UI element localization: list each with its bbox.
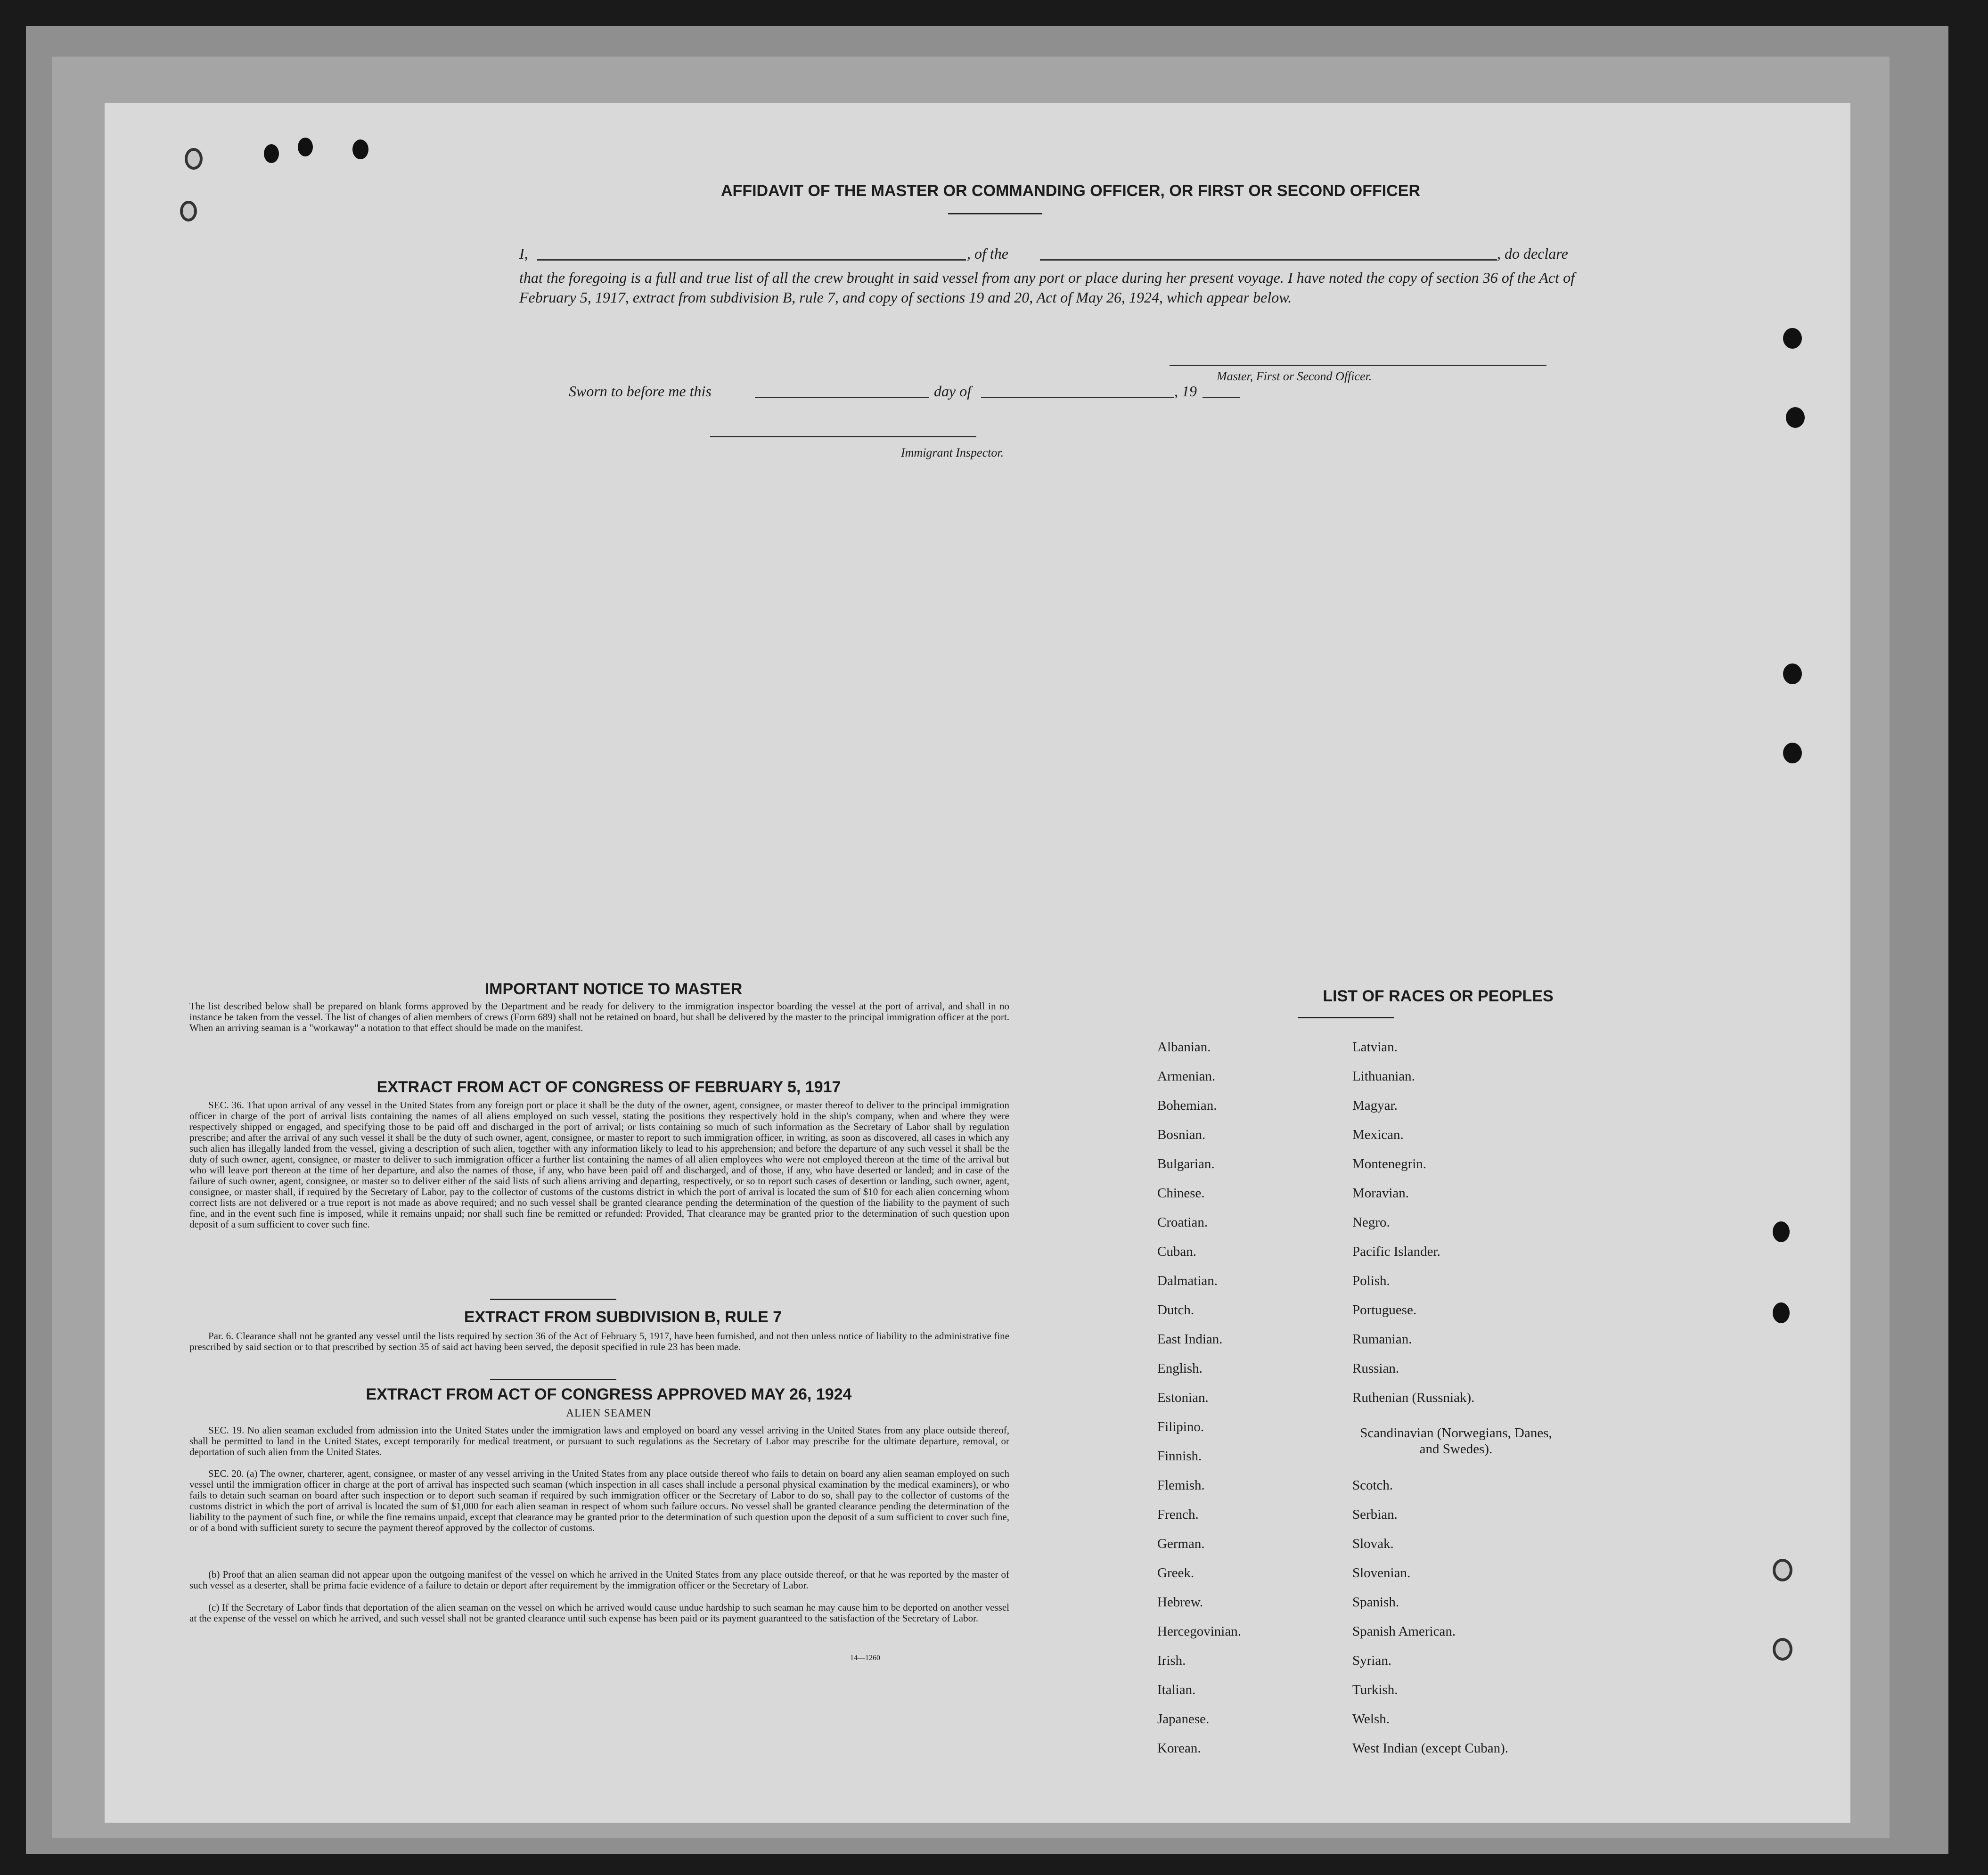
race-item: Scandinavian (Norwegians, Danes, and Swedes). — [1360, 1425, 1552, 1457]
sworn-year-line — [1203, 397, 1240, 398]
race-item: Albanian. — [1157, 1040, 1211, 1055]
affidavit-line1-i: I, — [519, 245, 528, 262]
race-item: Mexican. — [1352, 1127, 1404, 1142]
races-title-rule — [1298, 1017, 1394, 1018]
race-item: Italian. — [1157, 1682, 1196, 1697]
races-title: LIST OF RACES OR PEOPLES — [1323, 987, 1554, 1005]
extract-1924-sec20a: SEC. 20. (a) The owner, charterer, agent, consignee, or master of any vessel arriving in the United States from any place outside thereof who fails to detain on board any alien seaman employed on such vessel until the immigration officer in charge at the port of arrival has inspected such seaman (which inspection in all cases shall include a personal physical examination by the medical examiners), or who fails to detain such seaman on board after such inspection or to deport such seaman if required by such immigration officer or the Secretary of Labor to do so, shall pay to the collector of customs of the customs district in which the port of arrival is located the sum of $1,000 for each alien seaman in respect of whom such failure occurs. No vessel shall be granted clearance pending the determination of the liability to the payment of such fine, or while the fine remains unpaid, except that clearance may be granted prior to the determination of such question upon the deposit of a sum sufficient to cover such fine, or of a bond with sufficient surety to secure the payment thereof approved by the collector of customs. — [189, 1468, 1009, 1533]
extract-rule7-title: EXTRACT FROM SUBDIVISION B, RULE 7 — [464, 1308, 782, 1326]
sworn-day-line — [755, 397, 929, 398]
race-item: Moravian. — [1352, 1186, 1409, 1201]
race-item: Lithuanian. — [1352, 1069, 1415, 1084]
extract-1924-sec20b: (b) Proof that an alien seaman did not appear upon the outgoing manifest of the vessel on which he arrived in the United States from any place outside thereof, or that he was reported by the master of such vessel as a deserter, shall be prima facie evidence of a failure to detain or deport after requirement by the immigration officer or the Secretary of Labor. — [189, 1569, 1009, 1591]
sworn-day-of: day of — [934, 383, 972, 400]
race-item: West Indian (except Cuban). — [1352, 1741, 1509, 1756]
punch-hole — [1783, 663, 1802, 684]
punch-hole — [180, 201, 197, 221]
affidavit-statement: that the foregoing is a full and true list of all the crew brought in said vessel from any port or place during her present voyage. I have noted the copy of section 36 of the Act of February 5, 1917, extract from subdivision B, rule 7, and copy of sections 19 and 20, Act of May 26, 1924, which appear below. — [519, 269, 1575, 306]
extract-1924-sec20c: (c) If the Secretary of Labor finds that deportation of the alien seaman on the vessel on which he arrived would cause undue hardship to such seaman he may cause him to be deported on another vessel at the expense of the vessel on which he arrived, and such vessel shall not be granted clearance until such expense has been paid or its payment guaranteed to the satisfaction of the Secretary of Labor. — [189, 1602, 1009, 1624]
race-item: Finnish. — [1157, 1449, 1202, 1464]
race-item: Negro. — [1352, 1215, 1390, 1230]
form-number: 14—1260 — [850, 1654, 880, 1662]
race-item: French. — [1157, 1507, 1199, 1522]
affidavit-title: AFFIDAVIT OF THE MASTER OR COMMANDING OFFICER, OR FIRST OR SECOND OFFICER — [721, 182, 1420, 200]
affidavit-line1-of-the: , of the — [967, 245, 1008, 262]
race-item: Cuban. — [1157, 1244, 1196, 1259]
race-item: Montenegrin. — [1352, 1156, 1427, 1171]
extract-1924-sec19: SEC. 19. No alien seaman excluded from admission into the United States under the immigration laws and employed on board any vessel arriving in the United States from any place outside thereof, shall be permitted to land in the United States, except temporarily for medical treatment, or pursuant to such regulations as the Secretary of Labor may prescribe for the ultimate departure, removal, or deportation of such alien from the United States. — [189, 1425, 1009, 1457]
punch-hole — [1773, 1221, 1790, 1242]
extract-1917-rule — [490, 1299, 616, 1300]
race-item: Pacific Islander. — [1352, 1244, 1440, 1259]
race-item: Estonian. — [1157, 1390, 1209, 1405]
race-item: Chinese. — [1157, 1186, 1205, 1201]
affidavit-title-rule — [948, 213, 1042, 214]
race-item: German. — [1157, 1536, 1205, 1551]
race-item: Bulgarian. — [1157, 1156, 1215, 1171]
document-page — [105, 103, 1850, 1823]
race-item: Spanish. — [1352, 1595, 1399, 1610]
punch-hole — [264, 144, 279, 163]
extract-1917-title: EXTRACT FROM ACT OF CONGRESS OF FEBRUARY 5, 1917 — [376, 1078, 841, 1096]
sworn-year-prefix: , 19 — [1174, 383, 1197, 400]
race-item: Latvian. — [1352, 1040, 1398, 1055]
master-name-line — [537, 259, 966, 261]
race-item: Magyar. — [1352, 1098, 1398, 1113]
extract-rule7-body: Par. 6. Clearance shall not be granted any vessel until the lists required by section 36 of the Act of February 5, 1917, have been furnished, and not then unless notice of liability to the administrative fine prescribed by said section or to that prescribed by section 35 of said act having been served, the deposit specified in rule 23 has been made. — [189, 1330, 1009, 1352]
race-item: Bosnian. — [1157, 1127, 1206, 1142]
race-item: Croatian. — [1157, 1215, 1208, 1230]
race-item: Dalmatian. — [1157, 1273, 1218, 1288]
race-item: Filipino. — [1157, 1419, 1204, 1434]
notice-body: The list described below shall be prepared on blank forms approved by the Department and be ready for delivery to the immigration inspector boarding the vessel at the port of arrival, and shall in no instance be taken from the vessel. The list of changes of alien members of crews (Form 689) shall not be retained on board, but shall be delivered by the master to the principal immigration officer at the port. When an arriving seaman is a "workaway" a notation to that effect should be made on the manifest. — [189, 1000, 1009, 1033]
extract-1917-body: SEC. 36. That upon arrival of any vessel in the United States from any foreign port or place it shall be the duty of the owner, agent, consignee, or master thereof to deliver to the principal immigration officer in charge of the port of arrival lists containing the names of all aliens employed on such vessel, stating the positions they respectively hold in the ship's company, when and where they were respectively shipped or engaged, and specifying those to be paid off and discharged in the port of arrival; or lists containing so much of such information as the Secretary of Labor shall by regulation prescribe; and after the arrival of any such vessel it shall be the duty of such owner, agent, consignee, or master to report to such immigration officer, in writing, as soon as discovered, all cases in which any such alien has illegally landed from the vessel, giving a description of such alien, together with any information likely to lead to his apprehension; and before the departure of any such vessel it shall be the duty of such owner, agent, consignee, or master to deliver to such immigration officer a further list containing the names of all alien employees who were not employed thereon at the time of the arrival but who will leave port thereon at the time of her departure, and also the names of those, if any, who have been paid off and discharged, and of those, if any, who have deserted or landed; and in case of the failure of such owner, agent, consignee, or master so to deliver either of the said lists of such aliens arriving and departing, respectively, or so to report such cases of desertion or landing, such owner, agent, consignee, or master shall, if required by the Secretary of Labor, pay to the collector of customs of the customs district in which the port of arrival is located the sum of $10 for each alien concerning whom correct lists are not delivered or a true report is not made as above required; and no such vessel shall be granted clearance pending the determination of the question of the liability to the payment of such fine, and in the event such fine is imposed, while it remains unpaid; nor shall such fine be remitted or refunded: Provided, That clearance may be granted prior to the determination of such question upon deposit of a sum sufficient to cover such fine. — [189, 1099, 1009, 1230]
affidavit-line1-declare: , do declare — [1497, 245, 1568, 262]
race-item: Rumanian. — [1352, 1332, 1412, 1347]
sworn-month-line — [981, 397, 1174, 398]
extract-rule7-rule — [490, 1379, 616, 1380]
race-item: Greek. — [1157, 1565, 1194, 1580]
race-item: Slovenian. — [1352, 1565, 1411, 1580]
race-item: Irish. — [1157, 1653, 1186, 1668]
punch-hole — [1786, 407, 1805, 428]
race-item: Turkish. — [1352, 1682, 1398, 1697]
master-signature-line — [1170, 365, 1546, 366]
race-item: Portuguese. — [1352, 1302, 1417, 1318]
punch-hole — [1783, 328, 1802, 349]
punch-hole — [1773, 1638, 1792, 1661]
race-item: English. — [1157, 1361, 1203, 1376]
extract-1924-subtitle: ALIEN SEAMEN — [566, 1407, 652, 1419]
notice-title: IMPORTANT NOTICE TO MASTER — [484, 980, 743, 998]
master-signature-label: Master, First or Second Officer. — [1217, 369, 1372, 383]
race-item: Armenian. — [1157, 1069, 1216, 1084]
race-item: Bohemian. — [1157, 1098, 1217, 1113]
race-item: Hebrew. — [1157, 1595, 1203, 1610]
punch-hole — [185, 148, 203, 170]
race-item: Scotch. — [1352, 1478, 1393, 1493]
race-item: Hercegovinian. — [1157, 1624, 1241, 1639]
race-item: Welsh. — [1352, 1711, 1390, 1727]
sworn-prefix: Sworn to before me this — [569, 383, 712, 400]
race-item: Flemish. — [1157, 1478, 1205, 1493]
race-item: Syrian. — [1352, 1653, 1391, 1668]
race-item: Slovak. — [1352, 1536, 1394, 1551]
punch-hole — [298, 138, 313, 156]
extract-1924-title: EXTRACT FROM ACT OF CONGRESS APPROVED MAY 26, 1924 — [366, 1385, 852, 1403]
race-item: East Indian. — [1157, 1332, 1223, 1347]
race-item: Dutch. — [1157, 1302, 1194, 1318]
race-item: Ruthenian (Russniak). — [1352, 1390, 1475, 1405]
race-item: Polish. — [1352, 1273, 1390, 1288]
race-item: Russian. — [1352, 1361, 1399, 1376]
race-item: Japanese. — [1157, 1711, 1210, 1727]
race-item: Spanish American. — [1352, 1624, 1456, 1639]
vessel-name-line — [1040, 259, 1497, 261]
race-item: Korean. — [1157, 1741, 1201, 1756]
race-item: Serbian. — [1352, 1507, 1398, 1522]
punch-hole — [1783, 743, 1802, 763]
punch-hole — [1773, 1302, 1790, 1323]
inspector-label: Immigrant Inspector. — [901, 446, 1004, 459]
punch-hole — [352, 139, 368, 159]
punch-hole — [1773, 1559, 1792, 1581]
inspector-signature-line — [710, 436, 976, 437]
